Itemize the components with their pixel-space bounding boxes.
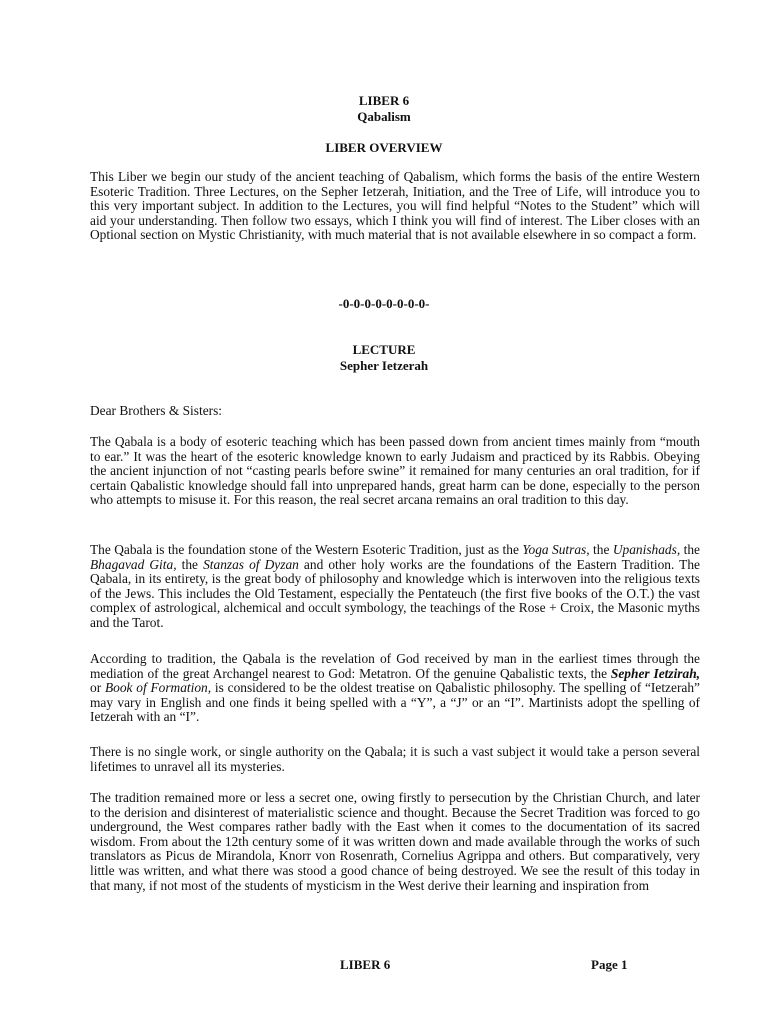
lecture-subheading: Sepher Ietzerah (339, 358, 429, 373)
paragraph-5: The tradition remained more or less a secret one, owing firstly to persecution by the Christian Church, and later to the derision and disinterest of materialistic science and thought. Because the Secret Tradition was forced to go underground, the West compares rather badly with the East when it comes to the documentation of its sacred wisdom. From about the 12th century some of it was written down and made available through the works of such translators as Picus de Mirandola, Knorr von Rosenrath, Cornelius Agrippa and others. But comparatively, very little was written, and what there was stood a good chance of being destroyed. We see the result of this today in that many, if not most of the students of mysticism in the West derive their learning and inspiration from (90, 790, 700, 893)
footer-page-number: Page 1 (591, 957, 628, 972)
lecture-heading: LECTURE (352, 342, 416, 357)
paragraph-4: There is no single work, or single authority on the Qabala; it is such a vast subject it would take a person several lifetimes to unravel all its mysteries. (90, 744, 700, 774)
document-subtitle: Qabalism (357, 109, 411, 124)
section-heading-overview: LIBER OVERVIEW (325, 140, 443, 155)
paragraph-3: According to tradition, the Qabala is the revelation of God received by man in the earliest times through the mediation of the great Archangel nearest to God: Metatron. Of the genuine Qabalistic texts, the Sepher Ietzirah, or Book of Formation, is considered to be the oldest treatise on Qabalistic philosophy. The spelling of “Ietzerah” may vary in English and one finds it being spelled with a “Y”, a “J” or an “I”. Martinists adopt the spelling of Ietzerah with an “I”. (90, 651, 700, 725)
title-stanzas-of-dyzan: Stanzas of Dyzan (203, 556, 299, 572)
salutation: Dear Brothers & Sisters: (90, 403, 223, 418)
title-sepher-ietzirah: Sepher Ietzirah, (610, 665, 700, 681)
title-yoga-sutras: Yoga Sutras, (522, 542, 590, 557)
section-separator: -0-0-0-0-0-0-0-0- (338, 296, 430, 311)
paragraph-2: The Qabala is the foundation stone of the Western Esoteric Tradition, just as the Yoga Sutras, the Upanishads, the Bhagavad Gita, the Stanzas of Dyzan and other holy works are the foundations of the Eastern Tradition. The Qabala, in its entirety, is the great body of philosophy and knowledge which is interwoven into the religious texts of the Jews. This includes the Old Testament, especially the Pentateuch (the first five books of the O.T.) the vast complex of astrological, alchemical and occult symbology, the teachings of the Rose + Croix, the Masonic myths and the Tarot. (90, 542, 700, 630)
document-title: LIBER 6 (358, 93, 410, 108)
paragraph-1: The Qabala is a body of esoteric teaching which has been passed down from ancient times mainly from “mouth to ear.” It was the heart of the esoteric knowledge known to early Judaism and practiced by its Rabbis. Obeying the ancient injunction of not “casting pearls before swine” it remained for many centuries an oral tradition, for if certain Qabalistic knowledge should fall into unprepared hands, great harm can be done, especially to the person who attempts to misuse it. For this reason, the real secret arcana remains an oral tradition to this day. (90, 434, 700, 508)
title-upanishads: Upanishads, (612, 542, 681, 557)
overview-paragraph: This Liber we begin our study of the ancient teaching of Qabalism, which forms the basis of the entire Western Esoteric Tradition. Three Lectures, on the Sepher Ietzerah, Initiation, and the Tree of Life, will introduce you to this very important subject. In addition to the Lectures, you will find helpful “Notes to the Student” which will aid your understanding. Then follow two essays, which I think you will find of interest. The Liber closes with an Optional section on Mystic Christianity, with much material that is not available elsewhere in so compact a form. (90, 169, 700, 243)
footer-liber-label: LIBER 6 (340, 957, 391, 972)
title-book-of-formation: Book of Formation, (104, 680, 212, 696)
title-bhagavad-gita: Bhagavad Gita, (90, 556, 177, 572)
